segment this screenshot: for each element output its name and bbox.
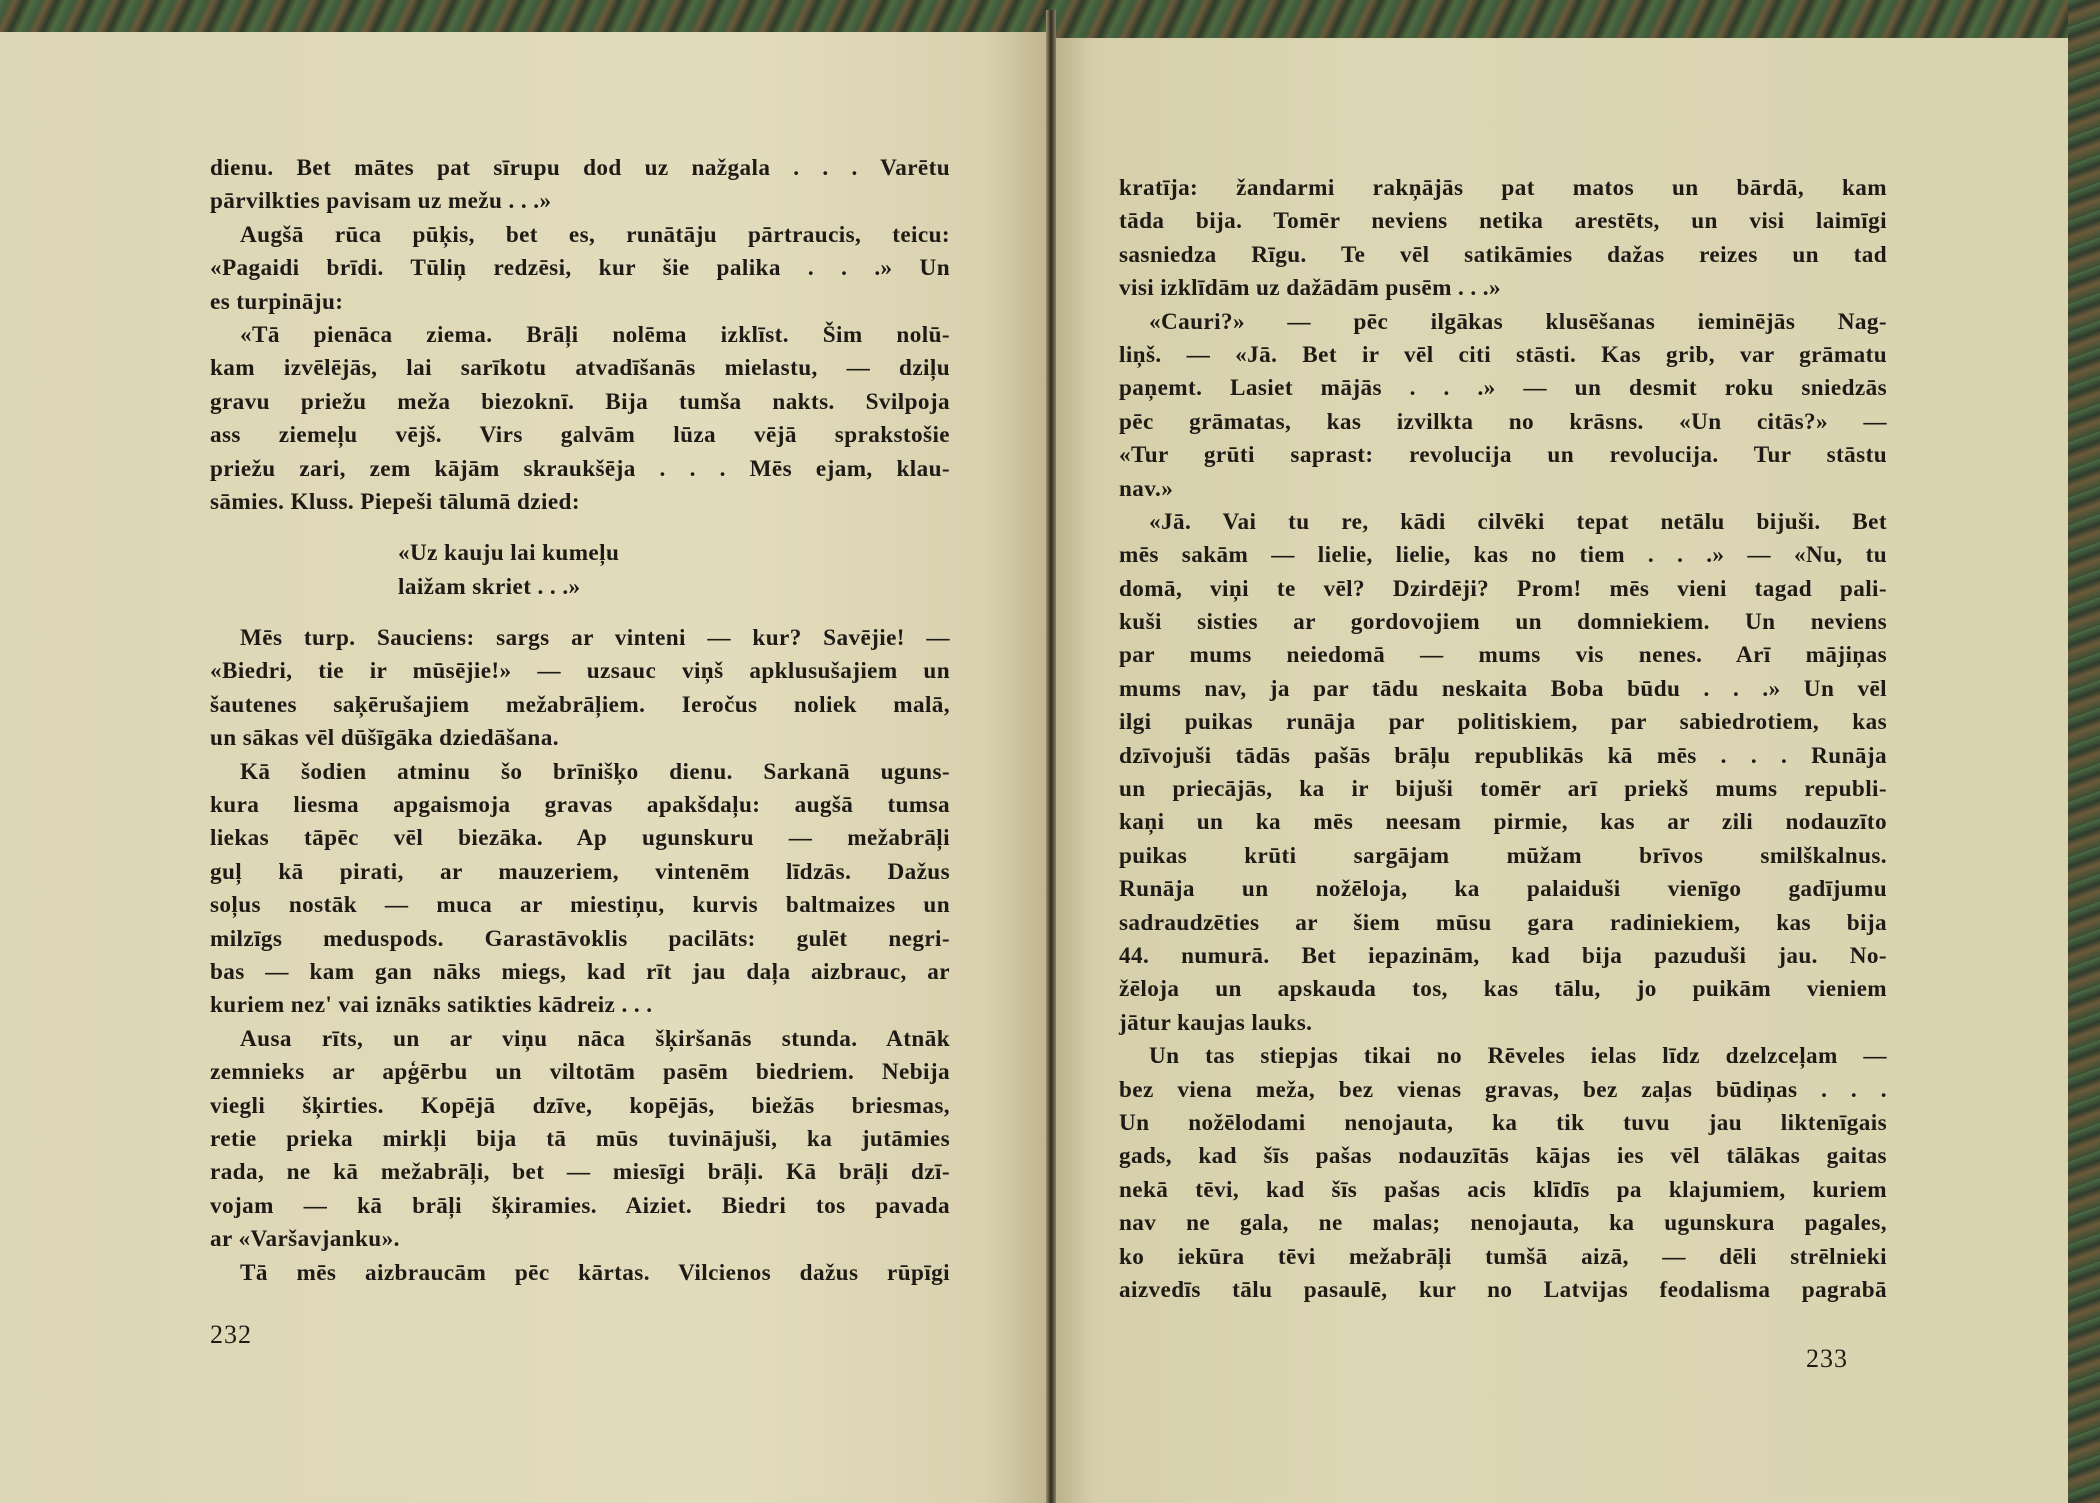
paragraph-gap — [210, 604, 950, 622]
text-line: nekā tēvi, kad šīs pašas acis klīdīs pa klajumiem, kuriem — [1119, 1176, 1887, 1203]
text-line: «Tā pienāca ziema. Brāļi nolēma izklīst. Šim nolū- — [240, 321, 950, 348]
text-line: un sākas vēl dūšīgāka dziedāšana. — [210, 725, 559, 752]
text-line: bas — kam gan nāks miegs, kad rīt jau daļa aizbrauc, ar — [210, 958, 950, 985]
text-line: sāmies. Kluss. Piepeši tālumā dzied: — [210, 488, 580, 515]
text-line: zemnieks ar apģērbu un viltotām pasēm biedriem. Nebija — [210, 1059, 950, 1086]
text-line: viegli šķirties. Kopējā dzīve, kopējās, biežās briesmas, — [210, 1092, 950, 1119]
left-page-text — [210, 152, 950, 1290]
text-line: visi izklīdām uz dažādām pusēm . . .» — [1119, 275, 1501, 302]
text-line: žēloja un apskauda tos, kas tālu, jo puikām vieniem — [1119, 976, 1887, 1003]
text-line: ass ziemeļu vējš. Virs galvām lūza vējā sprakstošie — [210, 422, 950, 449]
text-line: mēs sakām — lielie, lielie, kas no tiem . . .» — «Nu, tu — [1119, 542, 1887, 569]
text-line: Mēs turp. Sauciens: sargs ar vinteni — kur? Savējie! — — [240, 625, 950, 652]
text-line: milzīgs meduspods. Garastāvoklis pacilāts: gulēt negri- — [210, 925, 950, 952]
text-line: dienu. Bet mātes pat sīrupu dod uz nažgala . . . Varētu — [210, 155, 950, 181]
text-line: puikas krūti sargājam mūžam brīvos smilškalnus. — [1119, 842, 1887, 869]
text-line: paņemt. Lasiet mājās . . .» — un desmit roku sniedzās — [1119, 375, 1887, 402]
text-line: kratīja: žandarmi rakņājās pat matos un bārdā, kam — [1119, 175, 1887, 201]
right-page-text — [1119, 172, 1887, 1307]
text-line: guļ kā pirati, ar mauzeriem, vintenēm līdzās. Dažus — [210, 858, 950, 885]
text-line: 44. numurā. Bet iepazinām, kad bija pazuduši jau. No- — [1119, 942, 1887, 969]
text-line: sasniedza Rīgu. Te vēl satikāmies dažas reizes un tad — [1119, 241, 1887, 268]
text-line: ko iekūra tēvi mežabrāļi tumšā aizā, — dēli strēlnieki — [1119, 1243, 1887, 1270]
text-line: šautenes saķērušajiem mežabrāļiem. Ieročus noliek malā, — [210, 691, 950, 718]
text-line: Augšā rūca pūķis, bet es, runātāju pārtraucis, teicu: — [240, 221, 950, 248]
text-line: jātur kaujas lauks. — [1119, 1009, 1313, 1036]
text-line: nav ne gala, ne malas; nenojauta, ka ugunskura pagales, — [1119, 1210, 1887, 1237]
text-line: Tā mēs aizbraucām pēc kārtas. Vilcienos dažus rūpīgi — [240, 1259, 950, 1286]
text-line: «Uz kauju lai kumeļu — [398, 540, 620, 567]
book-cover-right-edge — [2068, 0, 2100, 1503]
text-line: bez viena meža, bez vienas gravas, bez zaļas būdiņas . . . — [1119, 1076, 1887, 1103]
text-line: pārvilkties pavisam uz mežu . . .» — [210, 188, 552, 215]
text-line: domā, viņi te vēl? Dzirdēji? Prom! mēs vieni tagad pali- — [1119, 575, 1887, 602]
text-line: kuriem nez' vai iznāks satikties kādreiz . . . — [210, 992, 653, 1019]
text-line: liņš. — «Jā. Bet ir vēl citi stāsti. Kas grib, var grāmatu — [1119, 341, 1887, 368]
text-line: Kā šodien atminu šo brīnišķo dienu. Sarkanā uguns- — [240, 758, 950, 785]
text-line: laižam skriet . . .» — [398, 573, 581, 600]
text-line: par mums neiedomā — mums vis nenes. Arī mājiņas — [1119, 642, 1887, 669]
text-line: priežu zari, zem kājām skraukšēja . . . Mēs ejam, klau- — [210, 455, 950, 482]
text-line: «Cauri?» — pēc ilgākas klusēšanas ieminējās Nag- — [1149, 308, 1887, 335]
text-line: kam izvēlējās, lai sarīkotu atvadīšanās mielastu, — dziļu — [210, 355, 950, 382]
text-line: sadraudzēties ar šiem mūsu gara radiniekiem, kas bija — [1119, 909, 1887, 936]
text-line: pēc grāmatas, kas izvilkta no krāsns. «Un citās?» — — [1119, 408, 1887, 435]
text-line: kuši sisties ar gordovojiem un domniekiem. Un neviens — [1119, 609, 1887, 636]
text-line: «Tur grūti saprast: revolucija un revolucija. Tur stāstu — [1119, 442, 1887, 469]
text-line: gads, kad šīs pašas nodauzītās kājas ies vēl tālākas gaitas — [1119, 1143, 1887, 1170]
text-line: kaņi un ka mēs neesam pirmie, kas ar zili nodauzīto — [1119, 809, 1887, 836]
text-line: es turpināju: — [210, 288, 344, 315]
right-page — [1054, 38, 2068, 1503]
text-line: tāda bija. Tomēr neviens netika arestēts, un visi laimīgi — [1119, 208, 1887, 235]
text-line: vojam — kā brāļi šķiramies. Aiziet. Biedri tos pavada — [210, 1192, 950, 1219]
text-line: «Jā. Vai tu re, kādi cilvēki tepat netālu bijuši. Bet — [1149, 508, 1887, 535]
text-line: gravu priežu meža biezoknī. Bija tumša nakts. Svilpoja — [210, 388, 950, 415]
text-line: Ausa rīts, un ar viņu nāca šķiršanās stunda. Atnāk — [240, 1025, 950, 1052]
left-page — [0, 32, 1048, 1503]
text-line: dzīvojuši tādās pašās brāļu republikās kā mēs . . . Runāja — [1119, 742, 1887, 769]
text-line: mums nav, ja par tādu neskaita Boba būdu . . .» Un vēl — [1119, 675, 1887, 702]
text-line: ar «Varšavjanku». — [210, 1226, 400, 1253]
text-line: Un tas stiepjas tikai no Rēveles ielas līdz dzelzceļam — — [1149, 1043, 1887, 1070]
text-line: kura liesma apgaismoja gravas apakšdaļu: augšā tumsa — [210, 792, 950, 819]
book-gutter — [1046, 10, 1056, 1503]
text-line: rada, ne kā mežabrāļi, bet — miesīgi brāļi. Kā brāļi dzī- — [210, 1159, 950, 1186]
left-page-number: 232 — [210, 1320, 252, 1349]
text-line: «Pagaidi brīdi. Tūliņ redzēsi, kur šie palika . . .» Un — [210, 255, 950, 282]
text-line: un priecājās, ka ir bijuši tomēr arī priekš mums republi- — [1119, 776, 1887, 803]
paragraph-gap — [210, 519, 950, 537]
right-page-number: 233 — [1806, 1344, 1848, 1373]
text-line: nav.» — [1119, 475, 1174, 502]
text-line: retie prieka mirkļi bija tā mūs tuvinājuši, ka jutāmies — [210, 1125, 950, 1152]
text-line: Runāja un nožēloja, ka palaiduši vienīgo gadījumu — [1119, 876, 1887, 903]
text-line: soļus nostāk — muca ar miestiņu, kurvis baltmaizes un — [210, 892, 950, 919]
text-line: «Biedri, tie ir mūsējie!» — uzsauc viņš apklusušajiem un — [210, 658, 950, 685]
text-line: ilgi puikas runāja par politiskiem, par sabiedrotiem, kas — [1119, 709, 1887, 736]
text-line: Un nožēlodami nenojauta, ka tik tuvu jau liktenīgais — [1119, 1109, 1887, 1136]
text-line: liekas tāpēc vēl biezāka. Ap ugunskuru — mežabrāļi — [210, 825, 950, 852]
text-line: aizvedīs tālu pasaulē, kur no Latvijas feodalisma pagrabā — [1119, 1276, 1887, 1303]
